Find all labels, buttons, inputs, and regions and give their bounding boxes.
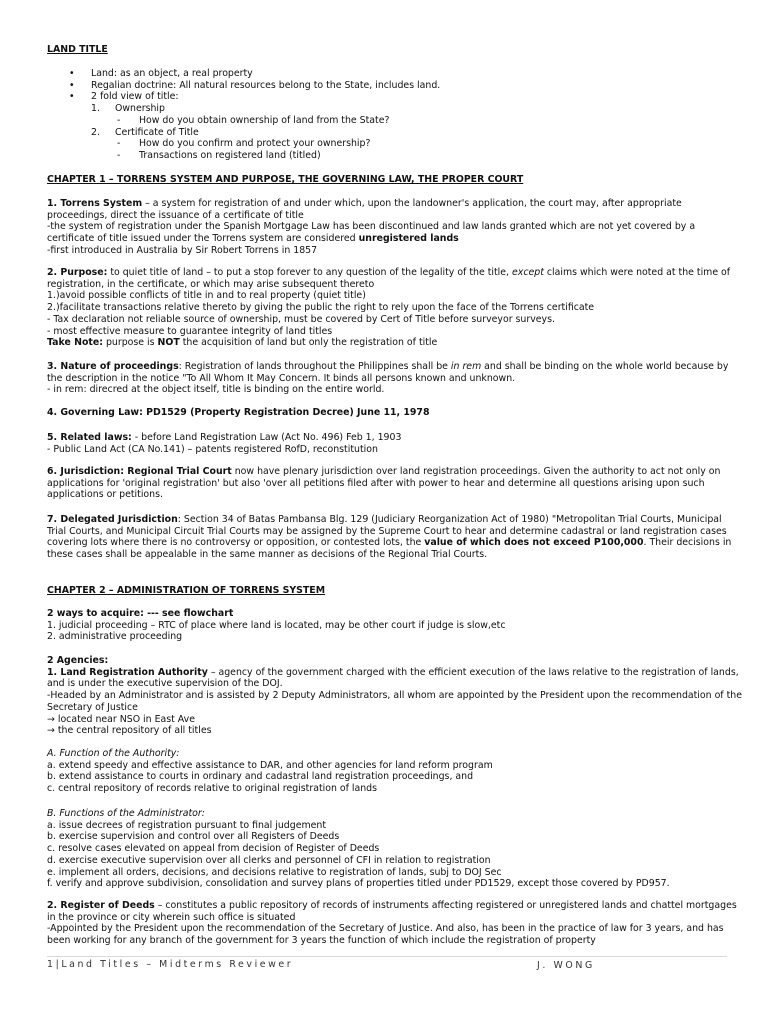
section-torrens-system: 1. Torrens System – a system for registration of and under which, upon the landowner's application, the court may, after appropriate proceedings, direct the issuance of a certificate of title -the system of registration under the Spanish Mortgage Law has been discontinued and law lands granted which are not yet covered by a certificate of title issued under the Torrens system are considered unregistered lands -first introduced in Australia by Sir Robert Torrens in 1857 xyxy=(47,198,696,256)
list-item: • 2 fold view of title: xyxy=(47,91,727,103)
section-governing-law: 4. Governing Law: PD1529 (Property Registration Decree) June 11, 1978 xyxy=(47,407,430,418)
list-item: • Land: as an object, a real property xyxy=(47,68,727,80)
section-jurisdiction: 6. Jurisdiction: Regional Trial Court now have plenary jurisdiction over land registration proceedings. Given the authority to act not only on applications for 'original registration' but also 'over all petitions filed after with power to hear and determine all questions arising upon such applications or petitions. xyxy=(47,466,721,501)
section-related-laws: 5. Related laws: - before Land Registration Law (Act No. 496) Feb 1, 1903 - Public Land Act (CA No.141) – patents registered RofD, reconstitution xyxy=(47,432,402,455)
section-ways-to-acquire: 2 ways to acquire: --- see flowchart 1. judicial proceeding – RTC of place where land is located, may be other court if judge is slow,etc 2. administrative proceeding xyxy=(47,608,506,643)
list-item: - How do you obtain ownership of land from the State? xyxy=(47,115,727,127)
footer-author: J. WONG xyxy=(537,960,595,971)
section-purpose: 2. Purpose: to quiet title of land – to put a stop forever to any question of the legality of the title, except claims which were noted at the time of registration, in the certificate, or which may arise subsequent thereto 1.)avoid possible conflicts of title in and to real property (quiet title) 2.)facilitate transactions relative thereto by giving the public the right to rely upon the face of the Torrens certificate - Tax declaration not reliable source of ownership, must be covered by Cert of Title before surveyor surveys. - most effective measure to guarantee integrity of land titles Take Note: purpose is NOT the acquisition of land but only the registration of title xyxy=(47,267,731,349)
section-agencies: 2 Agencies: 1. Land Registration Authority – agency of the government charged with the efficient execution of the laws relative to the registration of lands, and is under the executive supervision of the DOJ. -Headed by an Administrator and is assisted by 2 Deputy Administrators, all whom are appointed by the President upon the recommendation of the Secretary of Justice → located near NSO in East Ave → the central repository of all titles xyxy=(47,655,742,737)
section-register-of-deeds: 2. Register of Deeds – constitutes a public repository of records of instruments affecting registered or unregistered lands and chattel mortgages in the province or city wherein such office is situated -Appointed by the President upon the recommendation of the Secretary of Justice. And also, has been in the practice of law for 3 years, and has been working for any branch of the government for 3 years the function of which include the registration of property xyxy=(47,900,737,947)
section-delegated-jurisdiction: 7. Delegated Jurisdiction: Section 34 of Batas Pambansa Blg. 129 (Judiciary Reorganization Act of 1980) "Metropolitan Trial Courts, Municipal Trial Courts, and Municipal Circuit Trial Courts may be assigned by the Supreme Court to hear and determine cadastral or land registration cases covering lots where there is no controversy or opposition, or contested lots, the value of which does not exceed P100,000. Their decisions in these cases shall be appealable in the same manner as decisions of the Regional Trial Courts. xyxy=(47,514,732,561)
list-item: • Regalian doctrine: All natural resources belong to the State, includes land. xyxy=(47,80,727,92)
section-functions-authority: A. Function of the Authority: a. extend speedy and effective assistance to DAR, and other agencies for land reform program b. extend assistance to courts in ordinary and cadastral land registration proceedings, and c. central repository of records relative to original registration of lands xyxy=(47,748,493,795)
footer-title: 1|Land Titles – Midterms Reviewer xyxy=(47,959,294,970)
list-item: 2. Certificate of Title xyxy=(91,126,199,138)
chapter-1-heading: CHAPTER 1 – TORRENS SYSTEM AND PURPOSE, THE GOVERNING LAW, THE PROPER COURT xyxy=(47,174,524,185)
section-functions-administrator: B. Functions of the Administrator: a. issue decrees of registration pursuant to final judgement b. exercise supervision and control over all Registers of Deeds c. resolve cases elevated on appeal from decision of Register of Deeds d. exercise executive supervision over all clerks and personnel of CFI in relation to registration e. implement all orders, decisions, and decisions relative to registration of lands, subj to DOJ Sec f. verify and approve subdivision, consolidation and survey plans of properties titled under PD1529, except those covered by PD957. xyxy=(47,808,670,890)
list-item: - Transactions on registered land (titled) xyxy=(47,150,727,162)
list-item: - How do you confirm and protect your ownership? xyxy=(47,138,727,150)
intro-list xyxy=(47,68,727,162)
chapter-2-heading: CHAPTER 2 – ADMINISTRATION OF TORRENS SYSTEM xyxy=(47,585,326,596)
list-item: 1. Ownership xyxy=(91,103,165,115)
page-footer xyxy=(47,956,727,971)
section-nature-of-proceedings: 3. Nature of proceedings: Registration of lands throughout the Philippines shall be in rem and shall be binding on the whole world because by the description in the notice "To All Whom It May Concern. It binds all persons known and unknown. - in rem: direcred at the object itself, title is binding on the entire world. xyxy=(47,361,729,396)
page-title: LAND TITLE xyxy=(47,44,108,55)
